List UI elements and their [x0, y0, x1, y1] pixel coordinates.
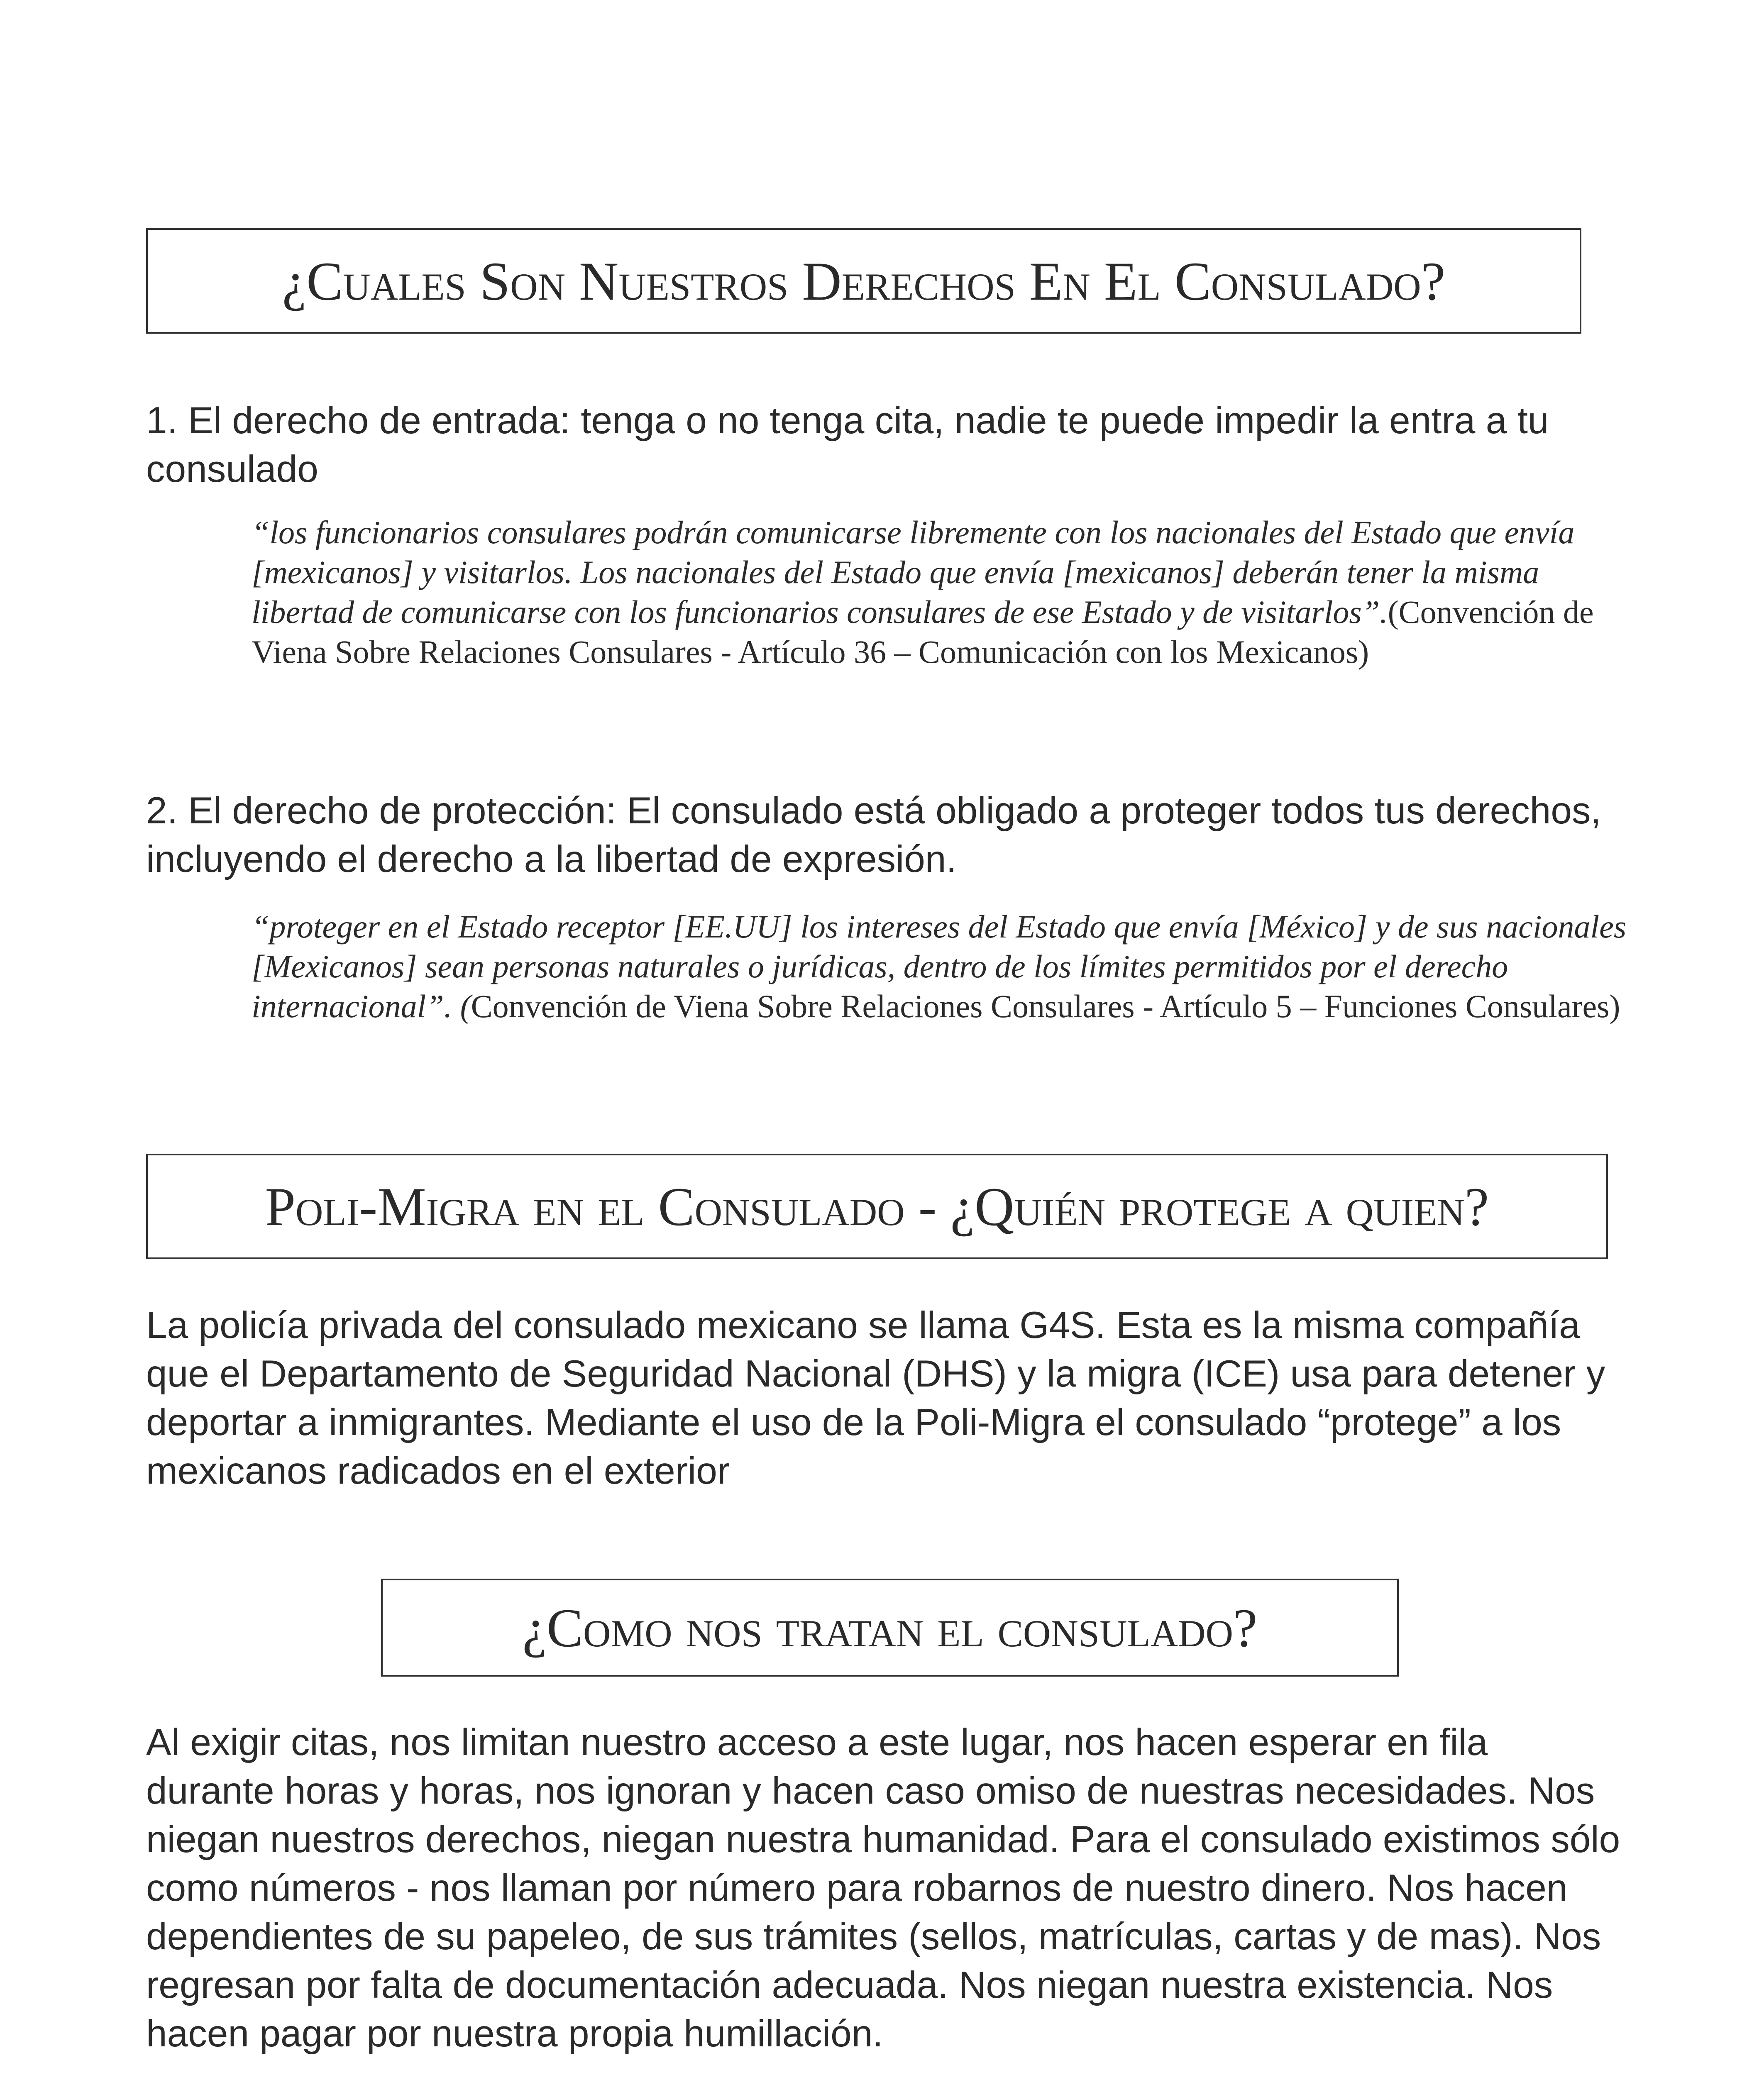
- quote-source-text: Convención de Viena Sobre Relaciones Consulares - Artículo 5 – Funciones Consulares): [471, 988, 1620, 1024]
- vienna-quote-article-36: [252, 513, 1642, 672]
- quote-source-text: (Convención de Viena Sobre Relaciones Consulares - Artículo 36 – Comunicación con los Mexicanos): [252, 594, 1594, 670]
- section-heading-treatment: [381, 1579, 1399, 1677]
- section-heading-poli-migra: [146, 1154, 1608, 1259]
- treatment-paragraph: Al exigir citas, nos limitan nuestro acceso a este lugar, nos hacen esperar en fila durante horas y horas, nos ignoran y hacen caso omiso de nuestras necesidades. Nos niegan nuestros derechos, niegan nuestra humanidad. Para el consulado existimos sólo como números - nos llaman por número para robarnos de nuestro dinero. Nos hacen dependientes de su papeleo, de sus trámites (sellos, matrículas, cartas y de mas). Nos regresan por falta de documentación adecuada. Nos niegan nuestra existencia. Nos hacen pagar por nuestra propia humillación.: [146, 1721, 1620, 2055]
- heading-text: ¿Cuales Son Nuestros Derechos En El Consulado?: [282, 250, 1446, 312]
- right-protection-paragraph: 2. El derecho de protección: El consulado está obligado a proteger todos tus derechos, incluyendo el derecho a la libertad de expresión.: [146, 790, 1601, 880]
- poli-migra-paragraph: La policía privada del consulado mexicano se llama G4S. Esta es la misma compañía que el Departamento de Seguridad Nacional (DHS) y la migra (ICE) usa para detener y deportar a inmigrantes. Mediante el uso de la Poli-Migra el consulado “protege” a los mexicanos radicados en el exterior: [146, 1304, 1605, 1492]
- right-entry-paragraph: 1. El derecho de entrada: tenga o no tenga cita, nadie te puede impedir la entra a tu consulado: [146, 400, 1549, 490]
- heading-text: ¿Como nos tratan el consulado?: [522, 1597, 1258, 1658]
- heading-text: Poli-Migra en el Consulado - ¿Quién protege a quien?: [265, 1176, 1489, 1237]
- quote-italic-text: “proteger en el Estado receptor [EE.UU] los intereses del Estado que envía [México] y de sus nacionales [Mexicanos] sean personas naturales o jurídicas, dentro de los límites permitidos por el derecho internacional”. (: [252, 908, 1627, 1024]
- section-heading-rights: [146, 228, 1581, 334]
- quote-italic-text: “los funcionarios consulares podrán comunicarse libremente con los nacionales del Estado que envía [mexicanos] y visitarlos. Los nacionales del Estado que envía [mexicanos] deberán tener la misma libertad de comunicarse con los funcionarios consulares de ese Estado y de visitarlos”.: [252, 514, 1575, 630]
- vienna-quote-article-5: [252, 907, 1642, 1026]
